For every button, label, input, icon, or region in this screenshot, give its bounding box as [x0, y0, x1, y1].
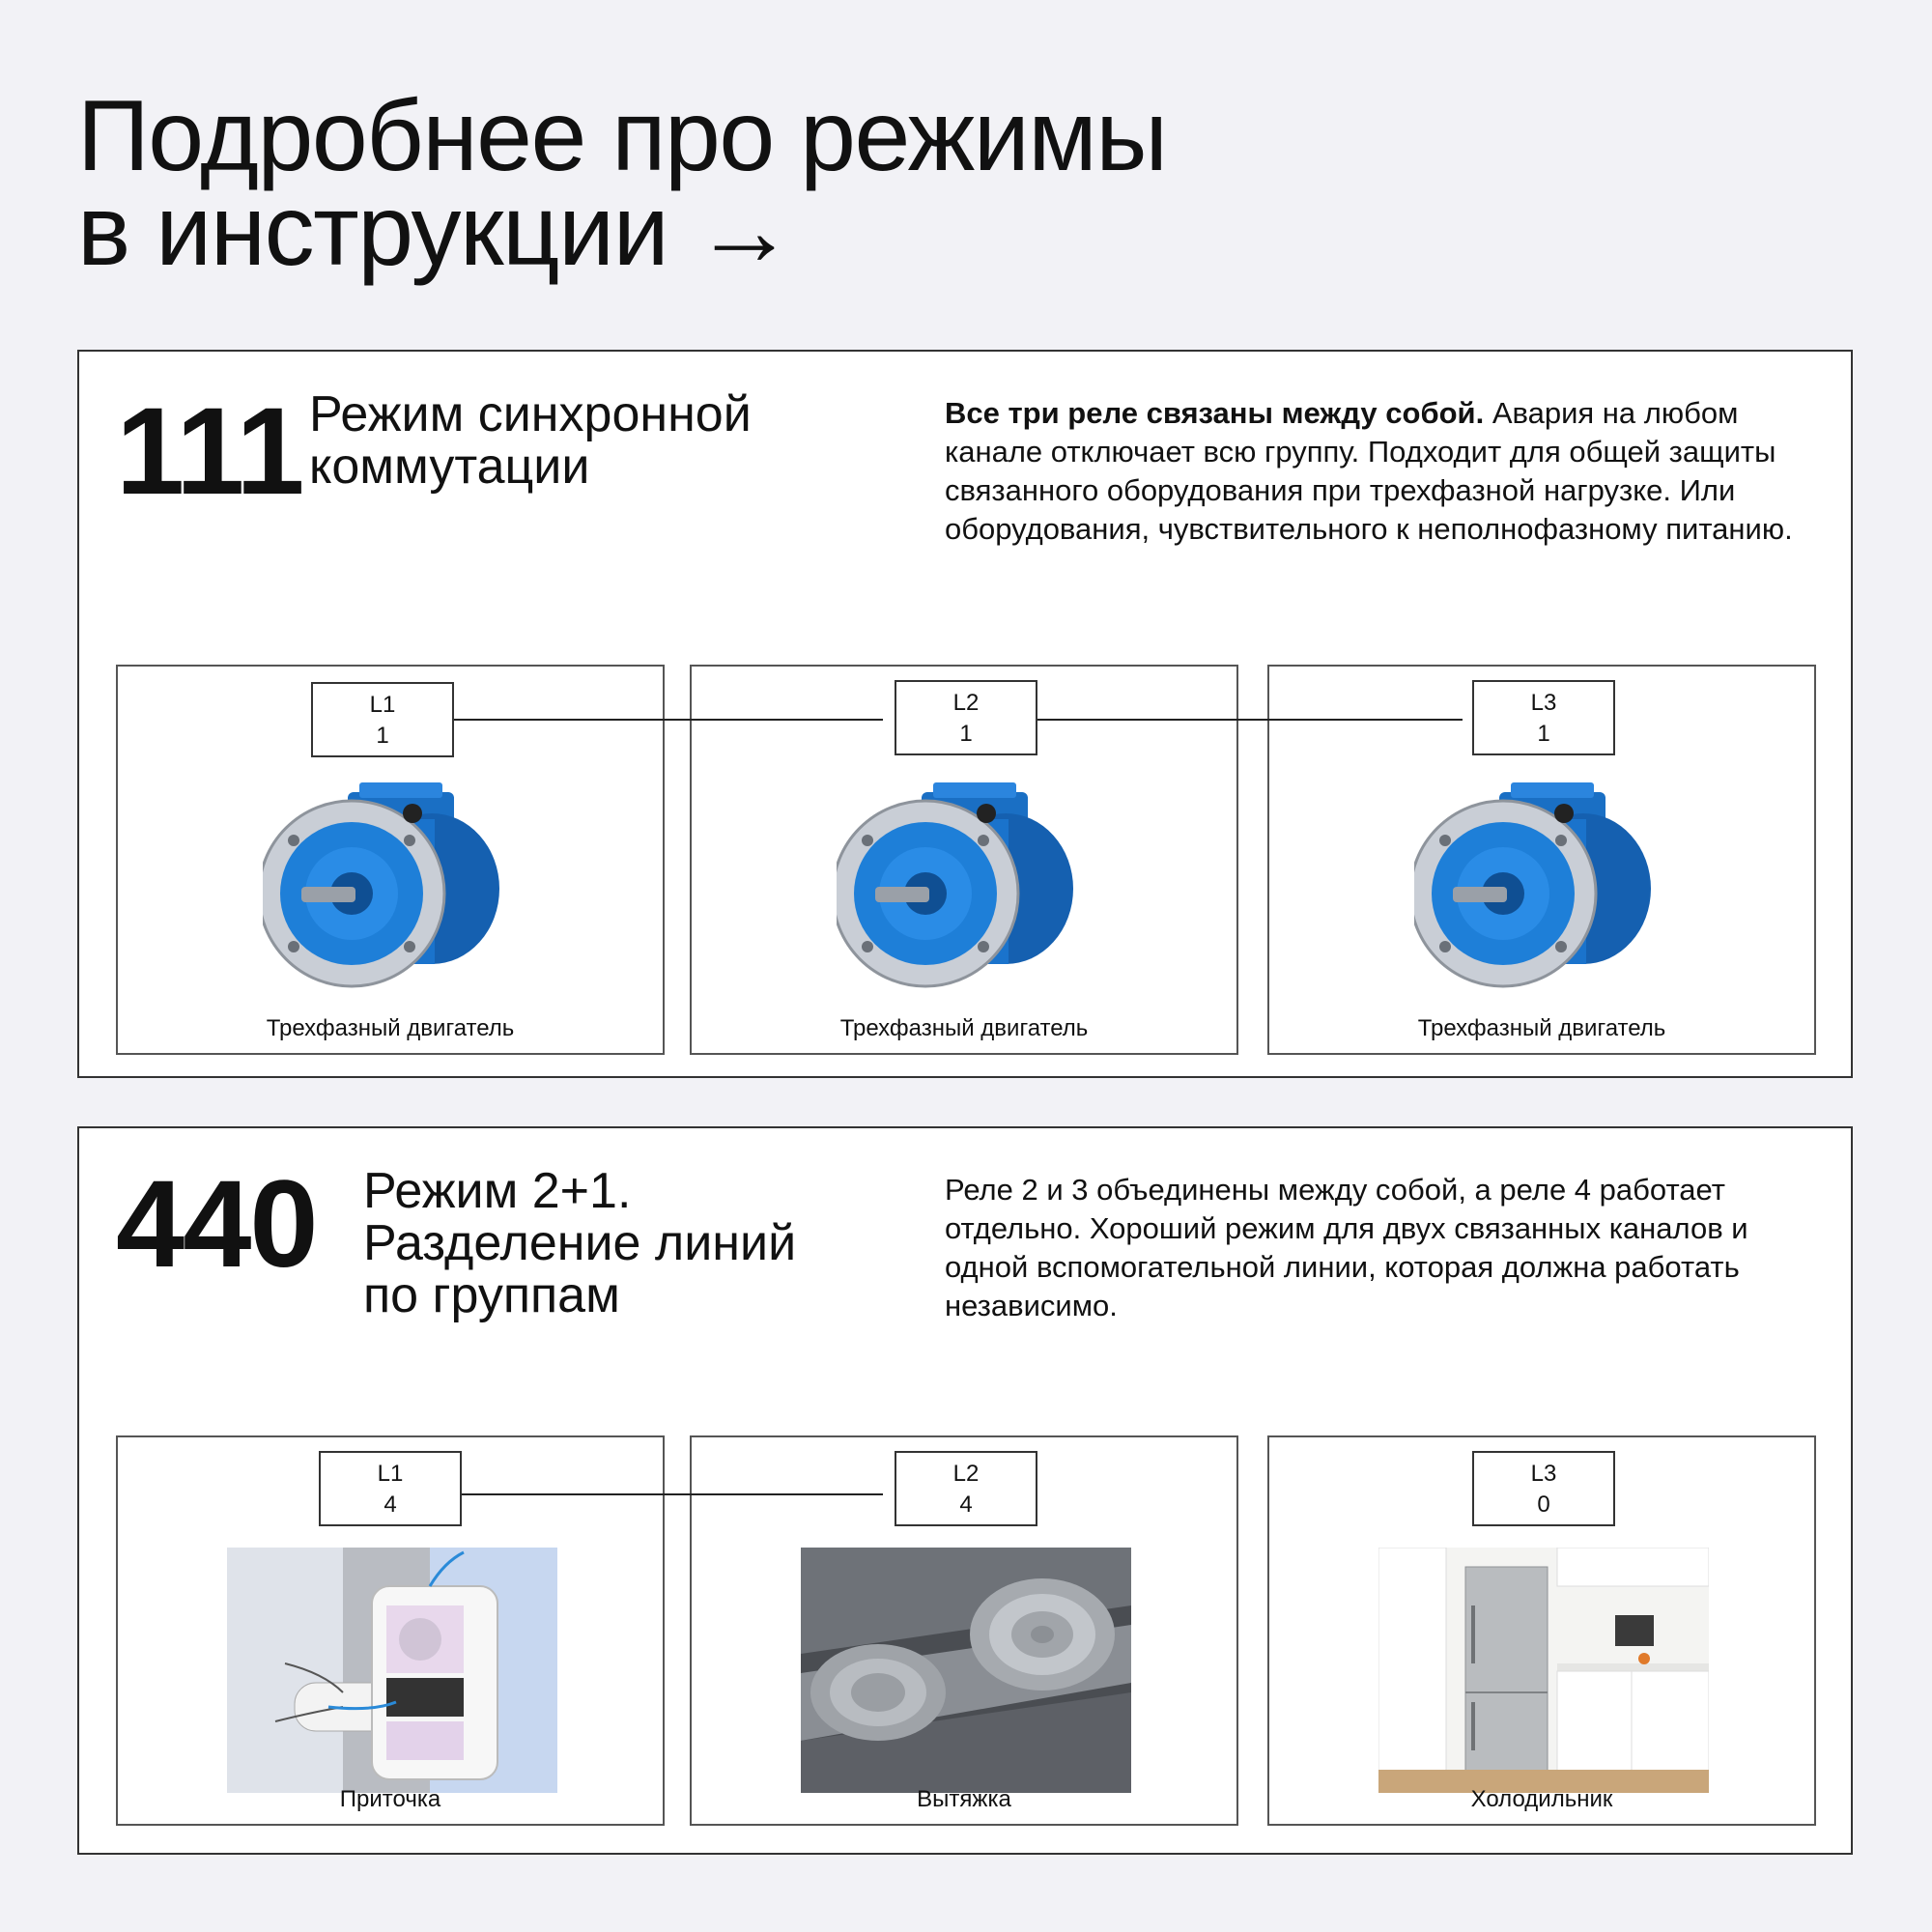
mode-title — [363, 1165, 796, 1321]
mode-title-line: коммутации — [309, 439, 590, 495]
mode-description-text: Авария на любом канале отключает всю группу. Подходит для общей защиты связанного оборудования при трехфазной нагрузке. Или оборудования, чувствительного к неполнофазному питанию. — [945, 396, 1793, 546]
load-panel — [116, 665, 665, 1055]
relay-link-line — [1024, 719, 1463, 721]
relay-box — [895, 680, 1037, 755]
panel-caption: Трехфазный двигатель — [266, 1015, 515, 1041]
relay-line-label: L3 — [1530, 1461, 1557, 1487]
relay-box — [1472, 680, 1615, 755]
relay-box — [311, 682, 454, 757]
panel-caption: Приточка — [339, 1786, 441, 1812]
relay-value: 4 — [959, 1492, 973, 1518]
relay-line-label: L2 — [952, 1461, 980, 1487]
relay-value: 1 — [959, 721, 973, 747]
load-panel — [1267, 1435, 1816, 1826]
supply-ventilator-image — [227, 1548, 557, 1793]
relay-line-label: L1 — [369, 692, 396, 718]
motor-image — [263, 773, 514, 1005]
relay-value: 1 — [376, 723, 389, 749]
mode-title — [309, 388, 752, 493]
load-panel — [690, 665, 1238, 1055]
relay-link-line — [462, 1493, 883, 1495]
relay-value: 4 — [384, 1492, 397, 1518]
mode-title-line: Разделение линий — [363, 1215, 797, 1271]
exhaust-ducts-image — [801, 1548, 1131, 1793]
mode-description-bold: Все три реле связаны между собой. — [945, 396, 1485, 430]
mode-code: 440 — [116, 1155, 317, 1293]
relay-link-line — [454, 719, 883, 721]
mode-title-line: Режим 2+1. — [363, 1163, 632, 1219]
panel-caption: Вытяжка — [917, 1786, 1011, 1812]
mode-code: 111 — [116, 383, 303, 521]
relay-value: 1 — [1537, 721, 1550, 747]
mode-card-111 — [77, 350, 1853, 1078]
page-title-line-1: Подробнее про режимы — [77, 80, 1167, 192]
load-panel — [1267, 665, 1816, 1055]
mode-description — [945, 394, 1814, 549]
relay-line-label: L3 — [1530, 690, 1557, 716]
relay-line-label: L1 — [377, 1461, 404, 1487]
relay-box — [1472, 1451, 1615, 1526]
refrigerator-image — [1378, 1548, 1709, 1793]
relay-value: 0 — [1537, 1492, 1550, 1518]
mode-card-440 — [77, 1126, 1853, 1855]
motor-image — [1414, 773, 1665, 1005]
panel-caption: Трехфазный двигатель — [1417, 1015, 1666, 1041]
mode-description: Реле 2 и 3 объединены между собой, а реле 4 работает отдельно. Хороший режим для двух связанных каналов и одной вспомогательной линии, которая должна работать независимо. — [945, 1173, 1748, 1322]
panel-caption: Холодильник — [1470, 1786, 1613, 1812]
motor-image — [837, 773, 1088, 1005]
page-title-line-2: в инструкции → — [77, 175, 794, 287]
relay-line-label: L2 — [952, 690, 980, 716]
panel-caption: Трехфазный двигатель — [839, 1015, 1089, 1041]
mode-title-line: Режим синхронной — [309, 386, 752, 442]
relay-box — [319, 1451, 462, 1526]
page-title — [77, 80, 1167, 287]
relay-box — [895, 1451, 1037, 1526]
mode-title-line: по группам — [363, 1267, 620, 1323]
